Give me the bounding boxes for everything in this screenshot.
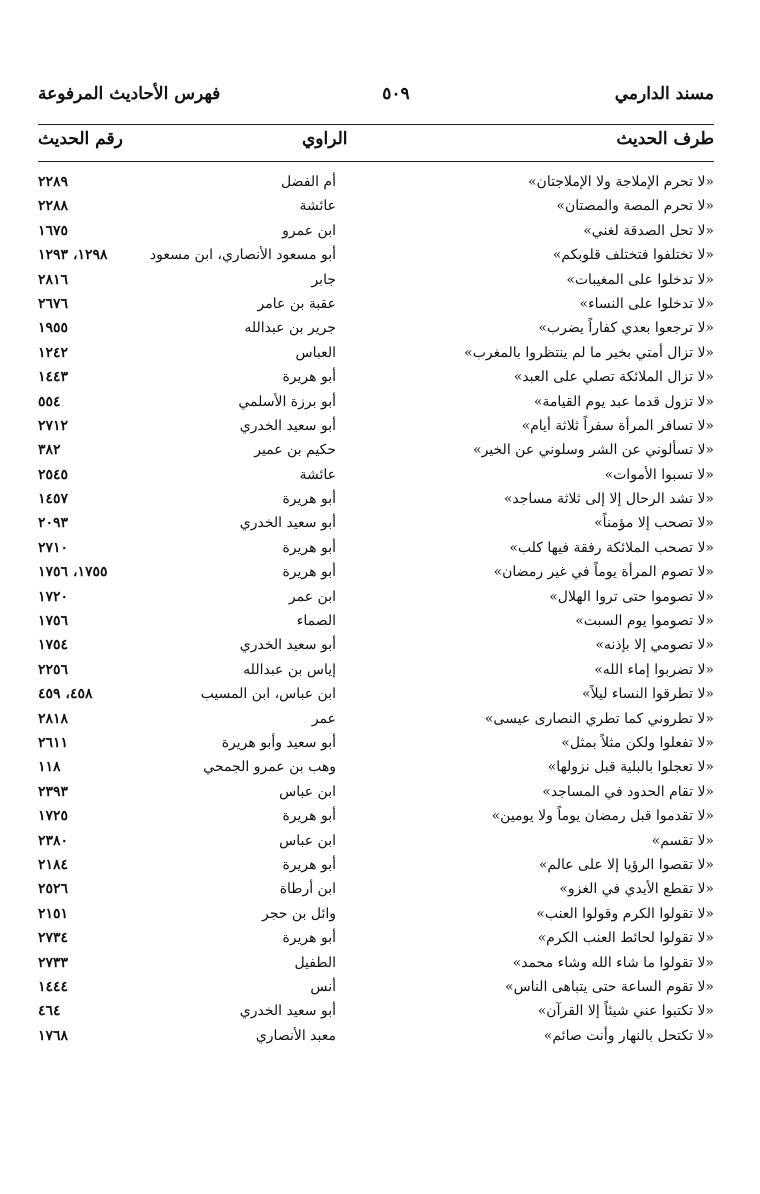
table-row (38, 1024, 714, 1048)
hadith-text: «لا تضربوا إماء الله» (594, 661, 714, 678)
hadith-text: «لا تصوم المرأة يوماً في غير رمضان» (493, 564, 714, 581)
hadith-number: ٢٥٤٥ (38, 466, 69, 483)
narrator-name: عائشة (299, 466, 336, 483)
narrator-name: أبو سعيد الخدري (239, 515, 336, 532)
hadith-number: ٢٣٩٣ (38, 783, 69, 800)
narrator-name: جرير بن عبدالله (244, 320, 336, 337)
narrator-name: ابن أرطاة (279, 881, 336, 898)
hadith-number: ٢٧٣٤ (38, 930, 69, 947)
hadith-number: ١٧٥٦ (38, 613, 69, 630)
hadith-text: «لا تدخلوا على المغيبات» (566, 271, 714, 288)
hadith-number: ٢٦٧٦ (38, 295, 69, 312)
hadith-column-header: طرف الحديث (616, 129, 714, 149)
narrator-name: أبو هريرة (282, 930, 336, 947)
table-row (38, 560, 714, 584)
hadith-text: «لا تكتحل بالنهار وأنت صائم» (543, 1027, 714, 1044)
hadith-number: ١٦٧٥ (38, 222, 69, 239)
hadith-number: ١٧٢٥ (38, 808, 69, 825)
table-row (38, 487, 714, 511)
hadith-number: ٥٥٤ (38, 393, 61, 410)
hadith-text: «لا تصومي إلا بإذنه» (595, 637, 714, 654)
narrator-name: أم الفضل (281, 174, 336, 190)
section-title: فهرس الأحاديث المرفوعة (38, 84, 221, 104)
hadith-text: «لا تقولوا لحائط العنب الكرم» (537, 930, 714, 947)
narrator-name: ابن عباس (279, 783, 336, 800)
column-header-rule (38, 161, 714, 162)
table-row (38, 585, 714, 609)
narrator-name: أبو هريرة (282, 539, 336, 556)
hadith-text: «لا تحرم المصة والمصتان» (556, 198, 714, 215)
narrator-name: ابن عمرو (282, 222, 336, 239)
table-row (38, 536, 714, 560)
hadith-number: ٢١٨٤ (38, 856, 69, 873)
table-row (38, 926, 714, 950)
hadith-text: «لا تصحب الملائكة رفقة فيها كلب» (509, 539, 714, 556)
hadith-number: ٢٢٥٦ (38, 661, 69, 678)
narrator-name: الصماء (296, 613, 336, 630)
narrator-name: وهب بن عمرو الجمحي (203, 759, 336, 776)
narrator-name: ابن عباس، ابن المسيب (200, 686, 336, 703)
hadith-text: «لا تقدموا قبل رمضان يوماً ولا يومين» (491, 808, 714, 825)
hadith-text: «لا تحل الصدقة لغني» (583, 222, 714, 239)
narrator-name: إياس بن عبدالله (243, 661, 336, 678)
narrator-name: أبو هريرة (282, 808, 336, 825)
table-row (38, 438, 714, 462)
running-head (38, 84, 714, 124)
hadith-text: «لا تقولوا الكرم وقولوا العنب» (536, 905, 714, 922)
page-number: ٥٠٩ (382, 84, 410, 104)
table-row (38, 951, 714, 975)
hadith-number: ٤٦٤ (38, 1003, 61, 1020)
index-entries (38, 170, 714, 1048)
hadith-number: ٢٧٣٣ (38, 954, 69, 971)
hadith-text: «لا تسألوني عن الشر وسلوني عن الخير» (473, 442, 714, 459)
narrator-name: العباس (295, 344, 336, 361)
table-row (38, 268, 714, 292)
hadith-number: ١٤٤٤ (38, 978, 69, 995)
hadith-text: «لا تقصوا الرؤيا إلا على عالم» (538, 856, 714, 873)
hadith-text: «لا تزول قدما عبد يوم القيامة» (533, 393, 714, 410)
narrator-name: جابر (311, 271, 336, 288)
table-row (38, 999, 714, 1023)
narrator-name: ابن عمر (288, 588, 336, 605)
hadith-number: ١٧٥٤ (38, 637, 69, 654)
table-row (38, 194, 714, 218)
hadith-number: ٣٨٢ (38, 442, 61, 459)
hadith-number: ٢٣٨٠ (38, 832, 69, 849)
hadith-number: ٢٧١٢ (38, 417, 69, 434)
hadith-number: ١٧٦٨ (38, 1027, 69, 1044)
narrator-name: عائشة (299, 198, 336, 215)
number-column-header: رقم الحديث (38, 129, 123, 149)
narrator-name: أبو هريرة (282, 856, 336, 873)
hadith-text: «لا تصوموا حتى تروا الهلال» (549, 588, 714, 605)
narrator-name: وائل بن حجر (261, 905, 336, 922)
hadith-text: «لا تقطع الأيدي في الغزو» (559, 881, 714, 898)
hadith-text: «لا ترجعوا بعدي كفاراً يضرب» (538, 320, 714, 337)
hadith-number: ١٧٥٥، ١٧٥٦ (38, 564, 108, 581)
hadith-text: «لا تسبوا الأموات» (604, 466, 714, 483)
hadith-number: ٢٠٩٣ (38, 515, 69, 532)
table-row (38, 316, 714, 340)
narrator-name: أبو هريرة (282, 369, 336, 386)
narrator-name: ابن عباس (279, 832, 336, 849)
hadith-number: ٢٥٢٦ (38, 881, 69, 898)
table-row (38, 511, 714, 535)
narrator-name: معبد الأنصاري (255, 1027, 336, 1044)
hadith-number: ٢٦١١ (38, 734, 69, 751)
table-row (38, 243, 714, 267)
hadith-text: «لا تطرقوا النساء ليلاً» (582, 686, 714, 703)
hadith-text: «لا تعجلوا بالبلية قبل نزولها» (547, 759, 714, 776)
hadith-number: ٢٢٨٩ (38, 174, 69, 190)
table-row (38, 755, 714, 779)
narrator-name: الطفيل (294, 954, 336, 971)
narrator-name: أنس (310, 978, 336, 995)
hadith-number: ٢١٥١ (38, 905, 69, 922)
hadith-text: «لا تدخلوا على النساء» (579, 295, 714, 312)
narrator-name: عقبة بن عامر (257, 295, 336, 312)
table-row (38, 633, 714, 657)
table-row (38, 731, 714, 755)
narrator-name: أبو برزة الأسلمي (238, 393, 336, 410)
hadith-text: «لا تقولوا ما شاء الله وشاء محمد» (512, 954, 714, 971)
hadith-text: «لا تفعلوا ولكن مثلاً بمثل» (561, 734, 714, 751)
hadith-text: «لا تقام الحدود في المساجد» (542, 783, 714, 800)
table-row (38, 414, 714, 438)
hadith-number: ١٧٢٠ (38, 588, 69, 605)
hadith-text: «لا تختلفوا فتختلف قلوبكم» (552, 247, 714, 264)
table-row (38, 804, 714, 828)
narrator-name: أبو سعيد الخدري (239, 637, 336, 654)
table-row (38, 975, 714, 999)
table-row (38, 170, 714, 194)
table-row (38, 341, 714, 365)
table-row (38, 463, 714, 487)
hadith-text: «لا تكتبوا عني شيئاً إلا القرآن» (537, 1003, 714, 1020)
hadith-number: ٤٥٨، ٤٥٩ (38, 686, 93, 703)
table-row (38, 292, 714, 316)
hadith-number: ١٢٩٨، ١٢٩٣ (38, 247, 108, 264)
table-row (38, 658, 714, 682)
table-row (38, 365, 714, 389)
hadith-number: ١١٨ (38, 759, 61, 776)
table-row (38, 780, 714, 804)
hadith-number: ٢٨١٦ (38, 271, 69, 288)
hadith-number: ١٤٥٧ (38, 491, 69, 508)
hadith-number: ١٢٤٢ (38, 344, 69, 361)
hadith-text: «لا تقسم» (651, 832, 714, 849)
narrator-name: أبو سعيد الخدري (239, 417, 336, 434)
hadith-number: ٢٨١٨ (38, 710, 69, 727)
hadith-text: «لا تقوم الساعة حتى يتباهى الناس» (505, 978, 714, 995)
narrator-column-header: الراوي (302, 129, 348, 149)
table-row (38, 829, 714, 853)
hadith-text: «لا تطروني كما تطري النصارى عيسى» (484, 710, 714, 727)
hadith-text: «لا تصحب إلا مؤمناً» (594, 515, 714, 532)
narrator-name: أبو هريرة (282, 491, 336, 508)
table-row (38, 902, 714, 926)
narrator-name: أبو هريرة (282, 564, 336, 581)
index-page (38, 84, 714, 1048)
hadith-text: «لا تزال أمتي بخير ما لم ينتظروا بالمغرب» (464, 344, 714, 361)
table-row (38, 853, 714, 877)
table-row (38, 682, 714, 706)
narrator-name: عمر (311, 710, 336, 727)
table-row (38, 219, 714, 243)
narrator-name: أبو مسعود الأنصاري، ابن مسعود (149, 247, 336, 264)
book-title: مسند الدارمي (614, 84, 714, 104)
hadith-number: ١٩٥٥ (38, 320, 69, 337)
hadith-number: ١٤٤٣ (38, 369, 69, 386)
table-row (38, 707, 714, 731)
narrator-name: أبو سعيد وأبو هريرة (221, 734, 336, 751)
narrator-name: حكيم بن عمير (254, 442, 336, 459)
hadith-text: «لا تحرم الإملاجة ولا الإملاجتان» (527, 174, 714, 190)
hadith-number: ٢٢٨٨ (38, 198, 69, 215)
column-headers (38, 125, 714, 161)
narrator-name: أبو سعيد الخدري (239, 1003, 336, 1020)
table-row (38, 877, 714, 901)
hadith-text: «لا تشد الرحال إلا إلى ثلاثة مساجد» (503, 491, 714, 508)
table-row (38, 609, 714, 633)
hadith-text: «لا تزال الملائكة تصلي على العبد» (513, 369, 714, 386)
hadith-text: «لا تسافر المرأة سفراً ثلاثة أيام» (521, 417, 714, 434)
table-row (38, 390, 714, 414)
hadith-number: ٢٧١٠ (38, 539, 69, 556)
hadith-text: «لا تصوموا يوم السبت» (575, 613, 714, 630)
